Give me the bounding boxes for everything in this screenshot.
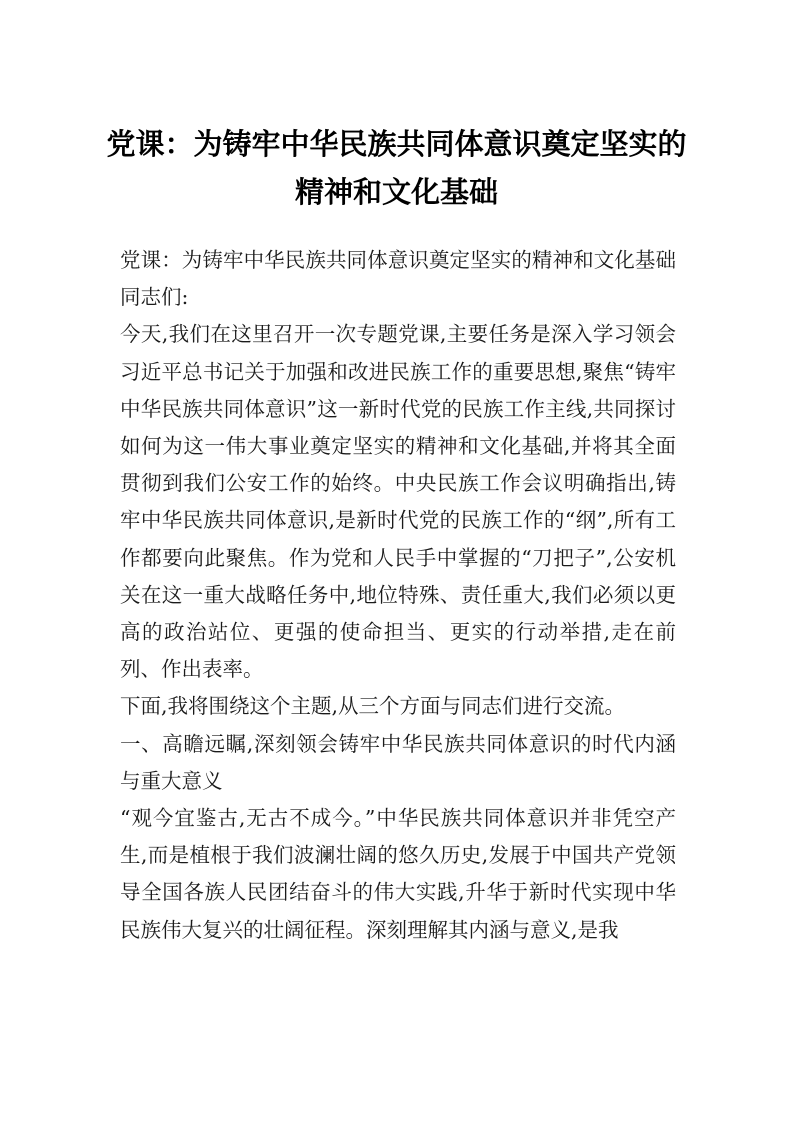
- paragraph-section-one: “观今宜鉴古,无古不成今。”中华民族共同体意识并非凭空产生,而是植根于我们波澜壮阔的悠久历史,发展于中国共产党领导全国各族人民团结奋斗的伟大实践,升华于新时代实现中华民族伟大复兴的壮阔征程。深刻理解其内涵与意义,是我: [120, 806, 676, 942]
- paragraph-opening: 党课：为铸牢中华民族共同体意识奠定坚实的精神和文化基础同志们:: [120, 248, 676, 310]
- document-body: [120, 242, 676, 949]
- section-heading-one: 一、高瞻远瞩,深刻领会铸牢中华民族共同体意识的时代内涵与重大意义: [120, 731, 676, 793]
- document-title: 党课：为铸牢中华民族共同体意识奠定坚实的精神和文化基础: [106, 127, 687, 209]
- paragraph-outline: 下面,我将围绕这个主题,从三个方面与同志们进行交流。: [120, 694, 626, 719]
- paragraph-introduction: 今天,我们在这里召开一次专题党课,主要任务是深入学习领会习近平总书记关于加强和改进民族工作的重要思想,聚焦“铸牢中华民族共同体意识”这一新时代党的民族工作主线,共同探讨如何为这一伟大事业奠定坚实的精神和文化基础,并将其全面贯彻到我们公安工作的始终。中央民族工作会议明确指出,铸牢中华民族共同体意识,是新时代党的民族工作的“纲”,所有工作都要向此聚焦。作为党和人民手中掌握的“刀把子”,公安机关在这一重大战略任务中,地位特殊、责任重大,我们必须以更高的政治站位、更强的使命担当、更实的行动举措,走在前列、作出表率。: [120, 322, 676, 682]
